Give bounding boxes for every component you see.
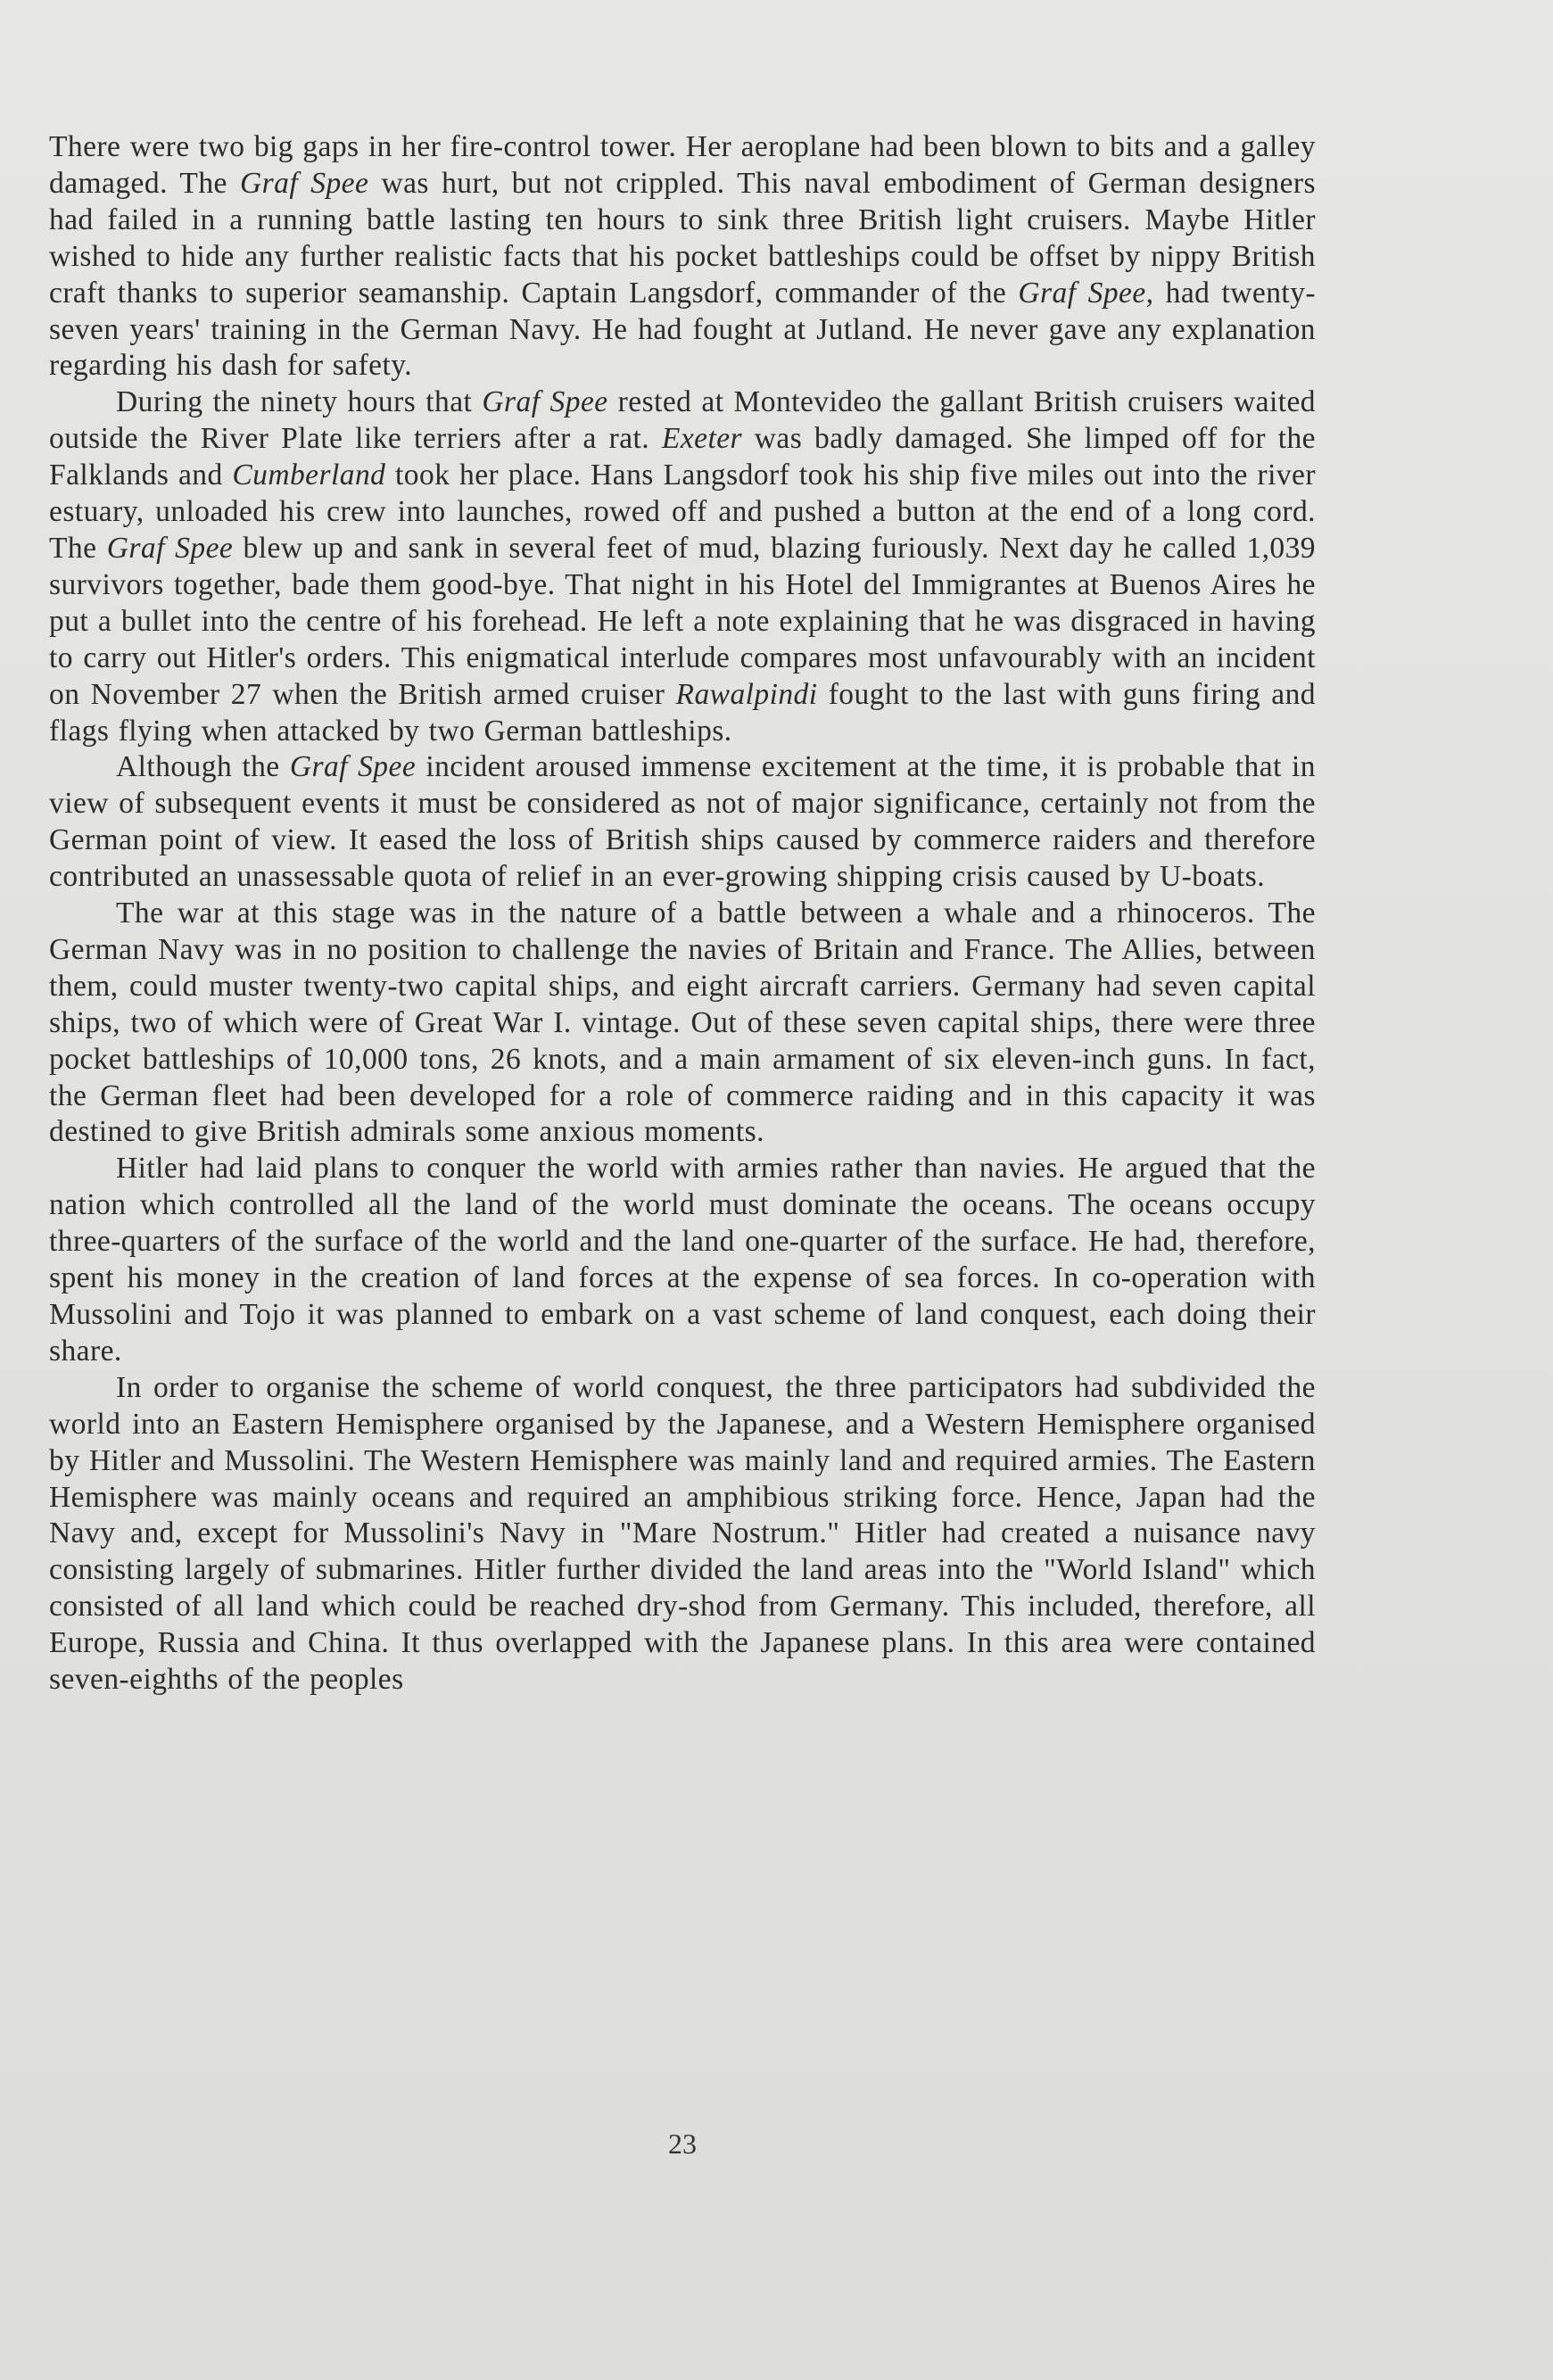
paragraph: [49, 896, 1316, 1151]
italic-title: Cumberland: [232, 459, 386, 492]
text-run: blew up and sank in several feet of mud, blazing furiously. Next day he called 1,039 survivors together, bade them good-bye. That night in his Hotel del Immigrantes at Buenos Aires he put a bullet into the centre of his forehead. He left a note explaining that he was disgraced in having to carry out Hitler's orders. This enigmatical interlude compares most unfavourably with an incident on November 27 when the British armed cruiser: [49, 531, 1316, 711]
body-text: [49, 129, 1316, 1698]
text-run: During the ninety hours that: [116, 385, 483, 419]
italic-title: Rawalpindi: [675, 677, 818, 711]
italic-title: Graf Spee: [289, 750, 417, 784]
text-run: There were two big gaps in her fire-control tower. Her aeroplane had been blown to bits and a galley damaged. The: [49, 130, 1316, 200]
italic-title: Graf Spee: [482, 385, 608, 419]
paragraph: [49, 1370, 1316, 1698]
paragraph: [49, 1151, 1316, 1369]
text-run: In order to organise the scheme of world conquest, the three participators had subdivided the world into an Eastern Hemisphere organised by the Japanese, and a Western Hemisphere organised by Hitler and Mussolini. The Western Hemisphere was mainly land and required armies. The Eastern Hemisphere was mainly oceans and required an amphibious striking force. Hence, Japan had the Navy and, except for Mussolini's Navy in "Mare Nostrum." Hitler had created a nuisance navy consisting largely of submarines. Hitler further divided the land areas into the "World Island" which consisted of all land which could be reached dry-shod from Germany. This included, therefore, all Europe, Russia and China. It thus overlapped with the Japanese plans. In this area were contained seven-eighths of the peoples: [49, 1370, 1316, 1697]
italic-title: Exeter: [661, 422, 743, 456]
text-run: incident aroused immense excitement at the time, it is probable that in view of subsequent events it must be considered as not of major significance, certainly not from the German point of view. It eased the loss of British ships caused by commerce raiders and therefore contributed an unassessable quota of relief in an ever-growing shipping crisis caused by U-boats.: [49, 750, 1316, 894]
text-run: Hitler had laid plans to conquer the world with armies rather than navies. He argued that the nation which controlled all the land of the world must dominate the oceans. The oceans occupy three-quarters of the surface of the world and the land one-quarter of the surface. He had, therefore, spent his money in the creation of land forces at the expense of sea forces. In co-operation with Mussolini and Tojo it was planned to embark on a vast scheme of land conquest, each doing their share.: [49, 1152, 1316, 1368]
italic-title: Graf Spee,: [1018, 276, 1154, 310]
italic-title: Graf Spee: [106, 531, 234, 565]
text-run: was badly damaged. She limped off for the Falklands and: [49, 422, 1316, 492]
paragraph: [49, 129, 1316, 384]
text-run: rested at Montevideo the gallant British cruisers waited outside the River Plate like terriers after a rat.: [49, 385, 1317, 456]
page-number: 23: [668, 2128, 697, 2160]
text-run: took her place. Hans Langsdorf took his ship five miles out into the river estuary, unloaded his crew into launches, rowed off and pushed a button at the end of a long cord. The: [49, 459, 1316, 565]
italic-title: Graf Spee: [240, 166, 369, 200]
text-run: had twenty-seven years' training in the German Navy. He had fought at Jutland. He never gave any explanation regarding his dash for safety.: [49, 276, 1317, 383]
text-run: Although the: [116, 750, 290, 784]
text-run: fought to the last with guns firing and flags flying when attacked by two German battleships.: [49, 677, 1317, 748]
text-run: was hurt, but not crippled. This naval embodiment of German designers had failed in a running battle lasting ten hours to sink three British light cruisers. Maybe Hitler wished to hide any further realistic facts that his pocket battleships could be offset by nippy British craft thanks to superior seamanship. Captain Langsdorf, commander of the: [49, 166, 1316, 310]
paragraph: [49, 749, 1316, 896]
text-run: The war at this stage was in the nature of a battle between a whale and a rhinoceros. The German Navy was in no position to challenge the navies of Britain and France. The Allies, between them, could muster twenty-two capital ships, and eight aircraft carriers. Germany had seven capital ships, two of which were of Great War I. vintage. Out of these seven capital ships, there were three pocket battleships of 10,000 tons, 26 knots, and a main armament of six eleven-inch guns. In fact, the German fleet had been developed for a role of commerce raiding and in this capacity it was destined to give British admirals some anxious moments.: [49, 897, 1316, 1149]
paragraph: [49, 384, 1316, 749]
